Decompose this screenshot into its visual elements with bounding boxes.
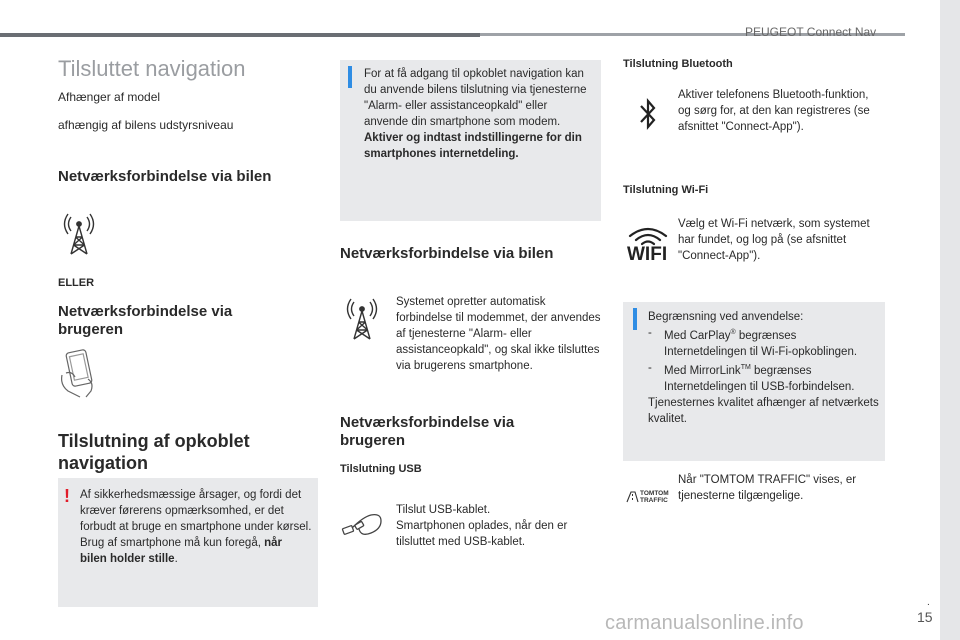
usb-cable-icon — [341, 507, 385, 541]
info-text-bold: Aktiver og indtast indstillingerne for din smartphones internetdeling. — [364, 132, 582, 160]
warning-text — [80, 487, 312, 567]
limits-item-mirrorlink — [648, 360, 880, 395]
limits-dash: - — [648, 361, 652, 374]
side-strip — [940, 0, 960, 640]
antenna-icon — [60, 212, 98, 256]
info-icon — [348, 66, 352, 88]
or-label: ELLER — [58, 277, 95, 289]
warning-text-second: Brug af smartphone må kun foregå, — [80, 537, 265, 549]
heading-online-navigation: Tilslutning af opkoblet navigation — [58, 431, 250, 473]
warning-text-bold: når bilen holder stille — [80, 537, 283, 565]
usb-text-1: Tilslut USB-kablet. — [396, 504, 491, 516]
limits-item-text — [664, 325, 880, 360]
tomtom-logo-line2: TRAFFIC — [640, 497, 668, 504]
usb-text — [396, 502, 601, 550]
warning-text-main: Af sikkerhedsmæssige årsager, og fordi det kræver førerens opmærksomhed, er det forbudt at bruge en smartphone under kørsel. — [80, 489, 312, 533]
tomtom-logo-line1: TOMTOM — [640, 490, 669, 497]
limits-item-sup: ® — [730, 329, 736, 336]
model-note: Afhænger af model — [58, 90, 161, 104]
tomtom-traffic-icon — [625, 490, 639, 504]
antenna-icon-2 — [343, 297, 381, 341]
tomtom-traffic-logo — [640, 490, 669, 504]
limits-item-post: begrænses Internetdelingen til Wi-Fi-opkoblingen. — [664, 329, 858, 358]
side-marker: . — [927, 597, 930, 608]
watermark: carmanualsonline.info — [605, 612, 804, 634]
heading-user-connection-2: Netværksforbindelse via brugeren — [340, 414, 515, 449]
info-text-main: For at få adgang til opkoblet navigation kan du anvende bilens tilslutning via tjenesterne "Alarm- eller assistanceopkald" eller anvende din smartphone som modem. — [364, 68, 587, 128]
page-title: Tilsluttet navigation — [58, 56, 246, 81]
car-connection-text: Systemet opretter automatisk forbindelse til modemmet, der anvendes af tjenesterne "Alarm- eller assistanceopkald", og skal ikke tilsluttes via brugerens smartphone. — [396, 296, 601, 372]
info-text-access — [364, 66, 592, 162]
limits-item-text — [664, 360, 880, 395]
limits-item-sup: TM — [740, 363, 751, 371]
bluetooth-icon — [638, 97, 658, 131]
wifi-icon — [627, 226, 669, 246]
page-number: 15 — [917, 609, 933, 625]
heading-bluetooth: Tilslutning Bluetooth — [623, 58, 733, 70]
limits-outro: Tjenesternes kvalitet afhænger af netværkets kvalitet. — [648, 396, 879, 425]
limits-intro: Begrænsning ved anvendelse: — [648, 311, 804, 323]
heading-car-connection: Netværksforbindelse via bilen — [58, 168, 272, 185]
header-rule-dark — [0, 33, 480, 37]
wifi-text: Vælg et Wi-Fi netværk, som systemet har fundet, og log på (se afsnittet "Connect-App"). — [678, 218, 870, 262]
limits-item-pre: Med CarPlay — [664, 329, 731, 342]
header-brand: PEUGEOT Connect Nav — [745, 25, 877, 39]
limits-item-pre: Med MirrorLink — [664, 364, 741, 377]
bluetooth-text: Aktiver telefonens Bluetooth-funktion, og sørg for, at den kan registreres (se afsnittet "Connect-App"). — [678, 89, 870, 133]
tomtom-traffic-text: Når "TOMTOM TRAFFIC" vises, er tjenesterne tilgængelige. — [678, 474, 857, 502]
heading-usb: Tilslutning USB — [340, 463, 422, 475]
heading-car-connection-2: Netværksforbindelse via bilen — [340, 245, 554, 262]
limits-dash: - — [648, 327, 652, 339]
limits-item-carplay — [648, 325, 880, 360]
heading-user-connection: Netværksforbindelse via brugeren — [58, 303, 233, 338]
heading-wifi: Tilslutning Wi-Fi — [623, 184, 709, 196]
warning-icon: ! — [64, 486, 70, 506]
wifi-label: WIFI — [627, 244, 668, 265]
equipment-note: afhængig af bilens udstyrsniveau — [58, 118, 234, 132]
limits-item-post: begrænses Internetdelingen til USB-forbindelsen. — [664, 364, 855, 393]
limits-text — [648, 309, 880, 427]
usb-text-2: Smartphonen oplades, når den er tilsluttet med USB-kablet. — [396, 520, 568, 548]
smartphone-hand-icon — [58, 349, 104, 399]
info-icon-2 — [633, 308, 637, 330]
warning-text-end: . — [174, 553, 178, 565]
